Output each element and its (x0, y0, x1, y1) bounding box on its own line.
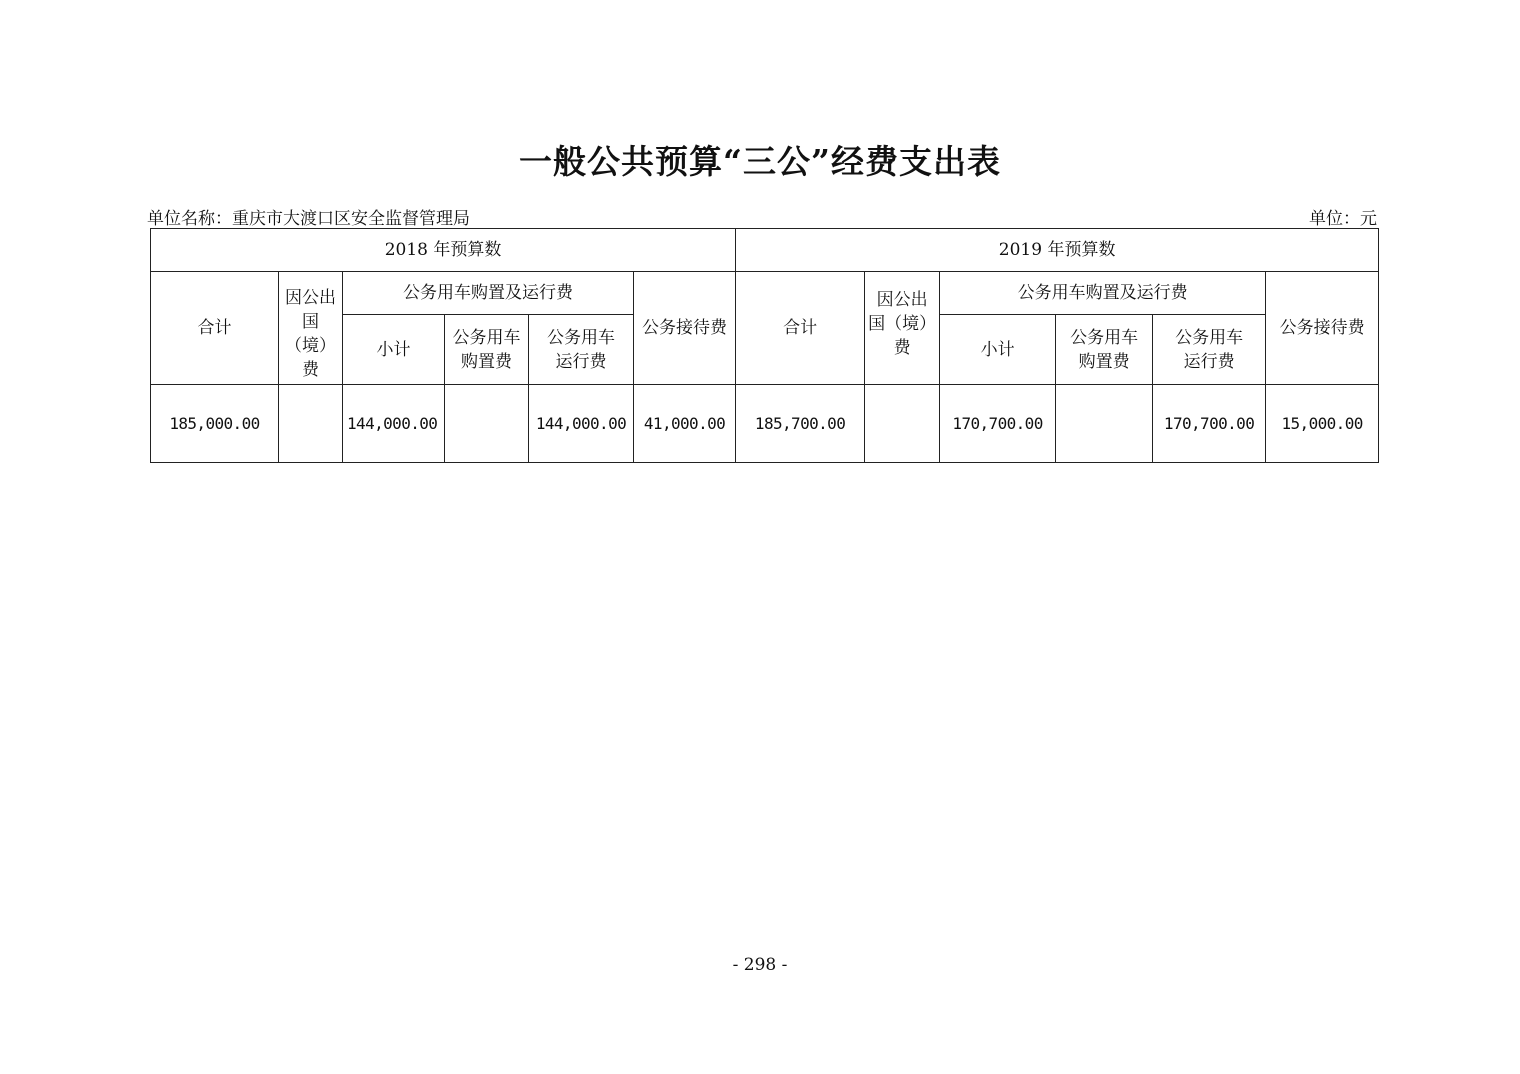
value-abroad-2018 (279, 385, 343, 463)
page-number: - 298 - (732, 955, 788, 975)
header-reception-2018: 公务接待费 (634, 272, 736, 385)
group-header-2019: 2019 年预算数 (736, 229, 1379, 272)
header-reception-2019: 公务接待费 (1266, 272, 1379, 385)
page-title: 一般公共预算“三公”经费支出表 (519, 142, 1001, 181)
value-vehicle-purchase-2019 (1056, 385, 1153, 463)
header-vehicle-purchase-2018 (445, 315, 529, 385)
header-vehicle-purchase-2019 (1056, 315, 1153, 385)
header-vehicle-operation-2018-line1: 公务用车 (547, 327, 615, 348)
header-vehicle-purchase-2018-line2: 购置费 (461, 351, 512, 372)
header-total-2018: 合计 (151, 272, 279, 385)
unit-label: 单位：元 (1309, 209, 1377, 229)
header-subtotal-2019: 小计 (940, 315, 1056, 385)
header-vehicle-group-2019: 公务用车购置及运行费 (940, 272, 1266, 315)
header-vehicle-purchase-2018-line1: 公务用车 (452, 327, 521, 348)
budget-table (150, 228, 1379, 463)
header-abroad-2019-line3: 费 (893, 338, 911, 358)
header-abroad-2018 (279, 272, 343, 385)
value-vehicle-operation-2018: 144,000.00 (529, 385, 634, 463)
header-abroad-2019-line1: 因公出 (876, 290, 928, 310)
header-abroad-2019-line2: 国（境） (868, 314, 937, 334)
table-row (151, 385, 1379, 463)
value-abroad-2019 (865, 385, 940, 463)
value-total-2018: 185,000.00 (151, 385, 279, 463)
header-abroad-2018-line1: 因公出 (285, 288, 336, 308)
header-vehicle-operation-2018-line2: 运行费 (555, 351, 607, 372)
value-vehicle-operation-2019: 170,700.00 (1153, 385, 1266, 463)
header-total-2019: 合计 (736, 272, 865, 385)
header-vehicle-group-2018: 公务用车购置及运行费 (343, 272, 634, 315)
value-reception-2018: 41,000.00 (634, 385, 736, 463)
header-vehicle-operation-2019-line1: 公务用车 (1175, 327, 1244, 348)
header-abroad-2019 (865, 272, 940, 385)
group-header-2018: 2018 年预算数 (151, 229, 736, 272)
value-total-2019: 185,700.00 (736, 385, 865, 463)
header-abroad-2018-line3: 费 (302, 360, 319, 380)
value-subtotal-2019: 170,700.00 (940, 385, 1056, 463)
value-vehicle-purchase-2018 (445, 385, 529, 463)
header-vehicle-operation-2018 (529, 315, 634, 385)
value-reception-2019: 15,000.00 (1266, 385, 1379, 463)
header-vehicle-purchase-2019-line2: 购置费 (1078, 351, 1130, 372)
header-vehicle-purchase-2019-line1: 公务用车 (1070, 327, 1139, 348)
header-vehicle-operation-2019-line2: 运行费 (1183, 351, 1235, 372)
value-subtotal-2018: 144,000.00 (343, 385, 445, 463)
unit-name-label: 单位名称：重庆市大渡口区安全监督管理局 (147, 209, 470, 229)
header-subtotal-2018: 小计 (343, 315, 445, 385)
header-abroad-2018-line2: 国（境） (285, 312, 336, 356)
header-vehicle-operation-2019 (1153, 315, 1266, 385)
